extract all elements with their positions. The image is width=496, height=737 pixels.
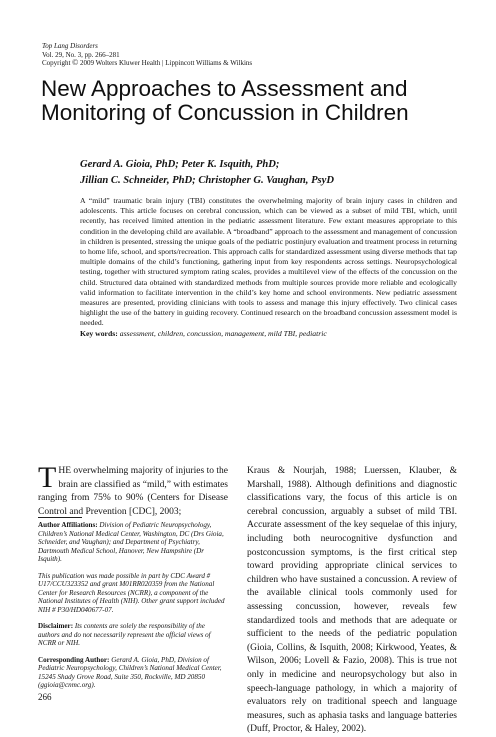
disclaimer-label: Disclaimer: xyxy=(38,622,74,630)
author-line: Gerard A. Gioia, PhD; Peter K. Isquith, PhD; xyxy=(80,159,280,170)
abstract-text: A “mild” traumatic brain injury (TBI) constitutes the overwhelming majority of brain injury cases in children and adolescents. This article focuses on cerebral concussion, which can be viewed as a subset of mild TBI, which, until recently, has received limited attention in the pediatric assessment literature. Few extant measures appropriate to this condition in the developing child are available. A “broadband” approach to the assessment and management of concussion in children is presented, stressing the unique goals of the pediatric postinjury evaluation and treatment process in returning to home life, school, and sports/recreation. This approach calls for standardized assessment using diverse methods that tap multiple domains of the child’s functioning, gathering input from key respondents across settings. Neuropsychological testing, together with structured symptom rating scales, provides a multilevel view of the effects of the concussion on the child. Structured data obtained with standardized methods from multiple sources provide more reliable and ecologically valid information to facilitate intervention in the child’s key home and school environments. New pediatric assessment measures are presented, providing clinicians with tools to assess and manage this injury effectively. Two clinical cases highlight the use of the battery in guiding recovery. Continued research on the broadband concussion assessment model is needed. xyxy=(80,196,458,328)
corresponding-text: Gerard A. Gioia, PhD, Division of Pediatric Neuropsychology, Children’s National Medical Center, 15245 Shady Grove Road, Suite 350, Rockville, MD 20850 (ggioia@cnmc.org). xyxy=(38,655,222,689)
disclaimer-note xyxy=(38,622,227,648)
journal-header xyxy=(42,42,252,68)
affiliations-note xyxy=(38,521,227,564)
drop-cap: T xyxy=(38,461,57,494)
footnote-rule xyxy=(38,517,82,518)
article-title: New Approaches to Assessment and Monitoring of Concussion in Children xyxy=(41,76,409,125)
affiliations-text: Division of Pediatric Neuropsychology, Children’s National Medical Center, Washington, DC (Drs Gioia, Schneider, and Vaughan); and Department of Psychiatry, Dartmouth Medical School, Hanover, New Hampshire (Dr Isquith). xyxy=(38,521,224,563)
funding-note: This publication was made possible in part by CDC Award # U17/CCU323352 and grant M01RR020359 from the National Center for Research Resources (NCRR), a component of the National Institutes of Health (NIH). Other grant support included NIH # P30/HD040677-07. xyxy=(38,571,225,614)
affiliations-label: Author Affiliations: xyxy=(38,521,98,529)
page-number: 266 xyxy=(38,692,52,702)
journal-copyright xyxy=(42,59,252,68)
author-list xyxy=(80,157,470,189)
corresponding-note xyxy=(38,656,227,690)
abstract xyxy=(80,196,457,339)
body-column-left xyxy=(38,461,228,519)
keywords: assessment, children, concussion, management, mild TBI, pediatric xyxy=(119,328,327,338)
intro-text: HE overwhelming majority of injuries to the brain are classified as “mild,” with estimates ranging from 75% to 90% (Centers for Disease Control and Prevention [CDC], 2003; xyxy=(38,466,228,517)
author-notes xyxy=(38,521,227,698)
corresponding-label: Corresponding Author: xyxy=(38,655,110,664)
disclaimer-text: Its contents are solely the responsibility of the authors and do not necessarily represent the official views of NCRR or NIH. xyxy=(38,622,211,647)
author-line: Jillian C. Schneider, PhD; Christopher G. Vaughan, PsyD xyxy=(80,175,335,186)
copyright-icon: © xyxy=(72,58,79,68)
keywords-label: Key words: xyxy=(80,328,118,338)
journal-volume: Vol. 29, No. 3, pp. 266–281 xyxy=(42,50,120,59)
intro-paragraph xyxy=(38,461,228,519)
journal-name: Top Lang Disorders xyxy=(42,42,98,50)
copyright-label: Copyright xyxy=(42,59,71,68)
body-column-right: Kraus & Nourjah, 1988; Luerssen, Klauber, & Marshall, 1988). Although definitions and diagnostic classifications vary, the focus of this article is on cerebral concussion, arguably a subset of mild TBI. Accurate assessment of the key sequelae of this injury, including both neurocognitive dysfunction and postconcussion symptoms, is the first critical step toward providing appropriate clinical services to children who have sustained a concussion. A review of the available clinical tools commonly used for assessing concussion, however, reveals few standardized tools and methods that are adequate or sufficient to the needs of the pediatric population (Gioia, Collins, & Isquith, 2008; Kirkwood, Yeates, & Wilson, 2006; Lovell & Fazio, 2008). This is true not only in medicine and neuropsychology but also in speech-language pathology, in which a majority of evaluators rely on traditional speech and language measures, such as aphasia tasks and language batteries (Duff, Proctor, & Haley, 2002). xyxy=(247,466,457,735)
copyright-text: 2009 Wolters Kluwer Health | Lippincott Williams & Wilkins xyxy=(79,59,253,68)
